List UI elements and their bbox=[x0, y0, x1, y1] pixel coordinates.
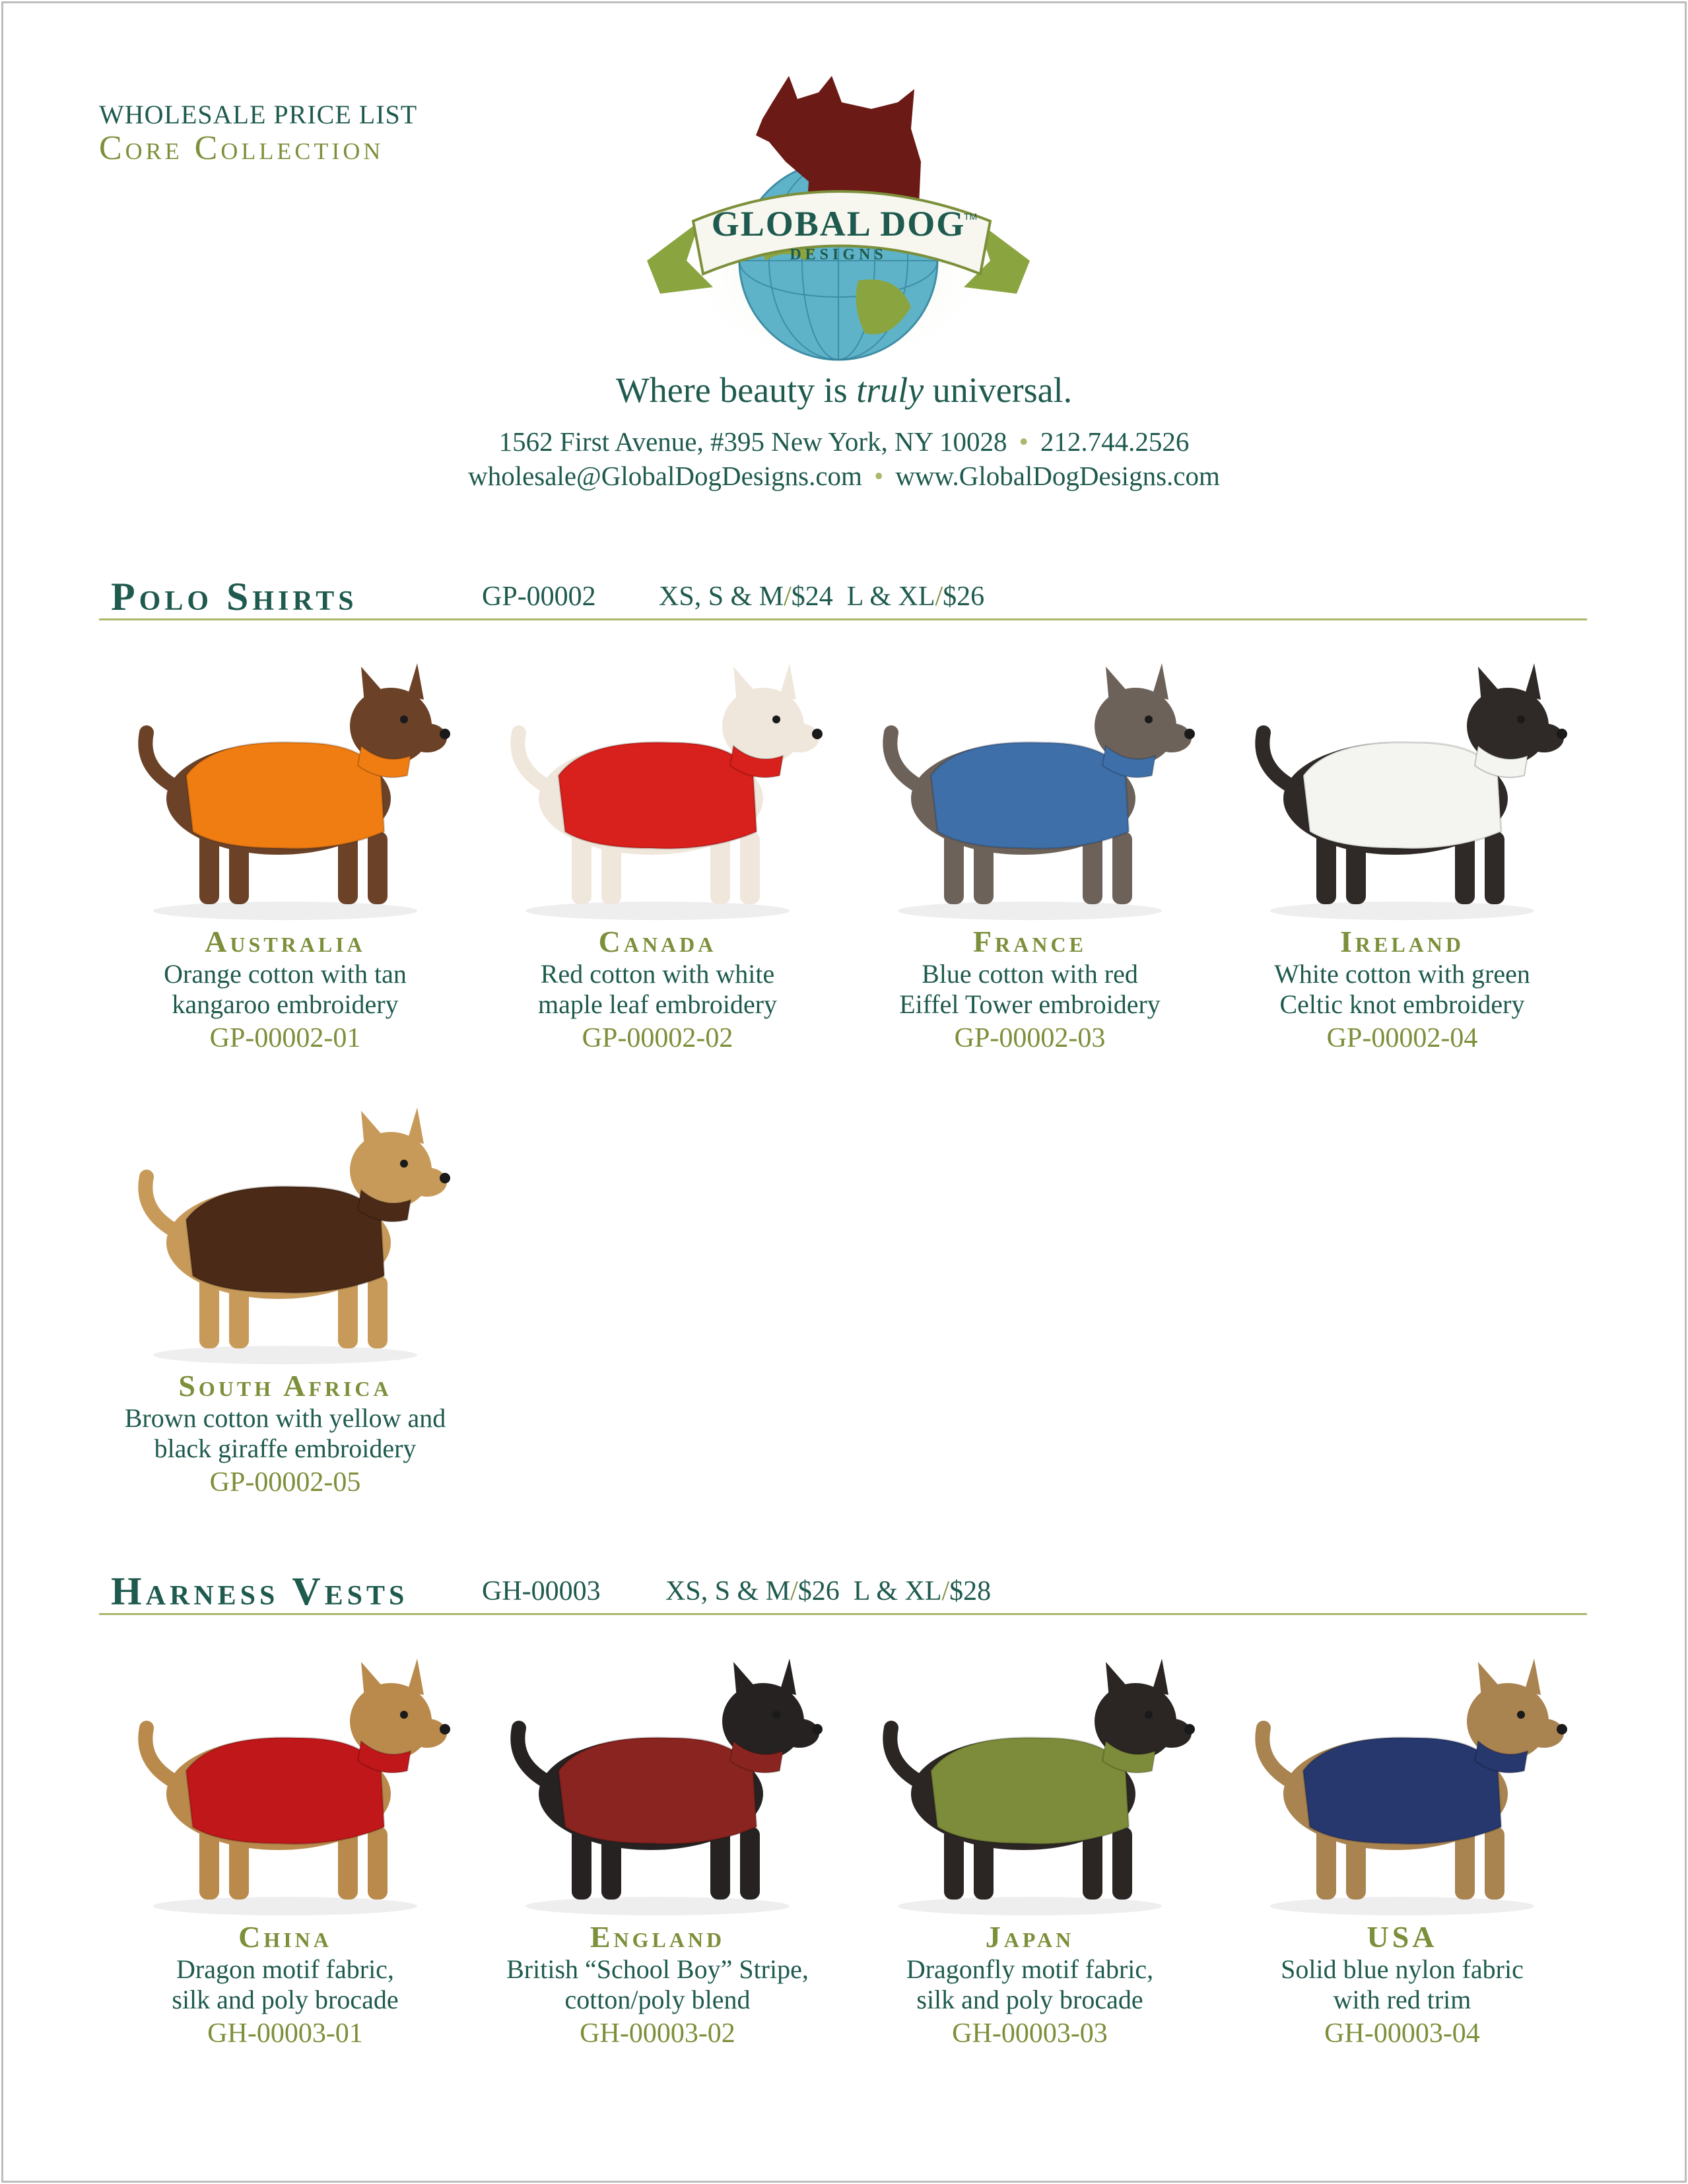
large-price: $26 bbox=[943, 581, 985, 612]
product-name: Australia bbox=[205, 925, 366, 958]
dog-photo bbox=[1217, 634, 1587, 924]
product-name: France bbox=[973, 925, 1087, 958]
global-dog-designs-logo bbox=[621, 63, 1056, 373]
product-description: Dragon motif fabric, silk and poly brocade bbox=[172, 1954, 399, 2014]
product-sku: GP-00002-04 bbox=[1326, 1023, 1478, 1053]
product-card-england[interactable] bbox=[473, 1629, 842, 2049]
product-description: British “School Boy” Stripe, cotton/poly blend bbox=[506, 1954, 809, 2014]
dog-photo bbox=[100, 1629, 470, 1919]
product-name: USA bbox=[1367, 1920, 1438, 1954]
large-sizes: L & XL bbox=[846, 581, 935, 612]
product-description: Red cotton with white maple leaf embroidery bbox=[537, 959, 778, 1019]
product-description: Brown cotton with yellow and black giraffe embroidery bbox=[124, 1403, 446, 1463]
contact-web-line bbox=[0, 460, 1688, 492]
tagline-end: universal. bbox=[924, 370, 1073, 410]
section-price bbox=[665, 1575, 991, 1607]
product-description: Dragonfly motif fabric, silk and poly brocade bbox=[906, 1954, 1154, 2014]
slash: / bbox=[784, 581, 792, 612]
small-sizes: XS, S & M bbox=[665, 1576, 791, 1606]
product-name: Canada bbox=[598, 925, 717, 958]
product-sku: GH-00003-04 bbox=[1324, 2018, 1480, 2049]
trademark-symbol: TM bbox=[964, 211, 978, 222]
large-price: $28 bbox=[949, 1576, 992, 1606]
section-divider bbox=[99, 1613, 1587, 1615]
product-sku: GP-00002-02 bbox=[582, 1023, 733, 1053]
product-card-usa[interactable] bbox=[1217, 1629, 1587, 2049]
slash: / bbox=[790, 1576, 798, 1606]
separator-dot: • bbox=[873, 461, 884, 491]
address: 1562 First Avenue, #395 New York, NY 10028 bbox=[498, 426, 1007, 457]
section-code: GH-00003 bbox=[482, 1576, 601, 1606]
dog-photo bbox=[473, 634, 842, 924]
product-sku: GP-00002-03 bbox=[954, 1023, 1106, 1053]
product-card-france[interactable] bbox=[845, 634, 1215, 1054]
product-sku: GH-00003-02 bbox=[580, 2018, 735, 2049]
product-card-south-africa[interactable] bbox=[100, 1078, 470, 1498]
dog-photo bbox=[845, 1629, 1215, 1919]
product-description: Orange cotton with tan kangaroo embroidery bbox=[164, 959, 407, 1019]
contact-address-line bbox=[0, 426, 1688, 457]
section-title: Harness Vests bbox=[111, 1570, 409, 1613]
product-card-australia[interactable] bbox=[100, 634, 470, 1054]
price-list-title: WHOLESALE PRICE LIST bbox=[99, 100, 418, 129]
section-price bbox=[659, 581, 984, 612]
dog-photo bbox=[845, 634, 1215, 924]
tagline-emphasis: truly bbox=[856, 370, 924, 410]
product-name: Japan bbox=[985, 1920, 1075, 1954]
product-name: South Africa bbox=[178, 1369, 392, 1403]
product-name: China bbox=[238, 1920, 332, 1954]
phone: 212.744.2526 bbox=[1040, 426, 1190, 457]
product-description: Solid blue nylon fabric with red trim bbox=[1281, 1954, 1524, 2014]
product-sku: GP-00002-05 bbox=[209, 1467, 361, 1498]
separator-dot: • bbox=[1019, 426, 1029, 457]
document-label bbox=[99, 99, 417, 168]
small-price: $24 bbox=[791, 581, 833, 612]
slash: / bbox=[935, 581, 943, 612]
collection-title: Core Collection bbox=[99, 129, 384, 167]
product-card-japan[interactable] bbox=[845, 1629, 1215, 2049]
tagline-start: Where beauty is bbox=[615, 370, 857, 410]
product-sku: GP-00002-01 bbox=[209, 1023, 361, 1053]
website-link[interactable]: www.GlobalDogDesigns.com bbox=[895, 461, 1220, 491]
product-description: Blue cotton with red Eiffel Tower embroidery bbox=[899, 959, 1161, 1019]
large-sizes: L & XL bbox=[853, 1576, 942, 1606]
dog-photo bbox=[100, 1078, 470, 1368]
email-link[interactable]: wholesale@GlobalDogDesigns.com bbox=[468, 461, 862, 491]
product-sku: GH-00003-01 bbox=[207, 2018, 363, 2049]
product-sku: GH-00003-03 bbox=[952, 2018, 1108, 2049]
product-card-ireland[interactable] bbox=[1217, 634, 1587, 1054]
tagline bbox=[0, 370, 1688, 411]
small-price: $26 bbox=[797, 1576, 840, 1606]
dog-photo bbox=[473, 1629, 842, 1919]
product-description: White cotton with green Celtic knot embroidery bbox=[1274, 959, 1530, 1019]
product-card-china[interactable] bbox=[100, 1629, 470, 2049]
logo-subtext: DESIGNS bbox=[790, 246, 887, 263]
section-divider bbox=[99, 618, 1587, 620]
small-sizes: XS, S & M bbox=[659, 581, 784, 612]
logo-text: GLOBAL DOG bbox=[711, 204, 966, 244]
dog-photo bbox=[1217, 1629, 1587, 1919]
slash: / bbox=[941, 1576, 950, 1606]
dog-photo bbox=[100, 634, 470, 924]
product-card-canada[interactable] bbox=[473, 634, 842, 1054]
product-name: Ireland bbox=[1339, 925, 1465, 958]
product-name: England bbox=[590, 1920, 726, 1954]
section-code: GP-00002 bbox=[482, 581, 596, 612]
section-title: Polo Shirts bbox=[111, 575, 358, 618]
